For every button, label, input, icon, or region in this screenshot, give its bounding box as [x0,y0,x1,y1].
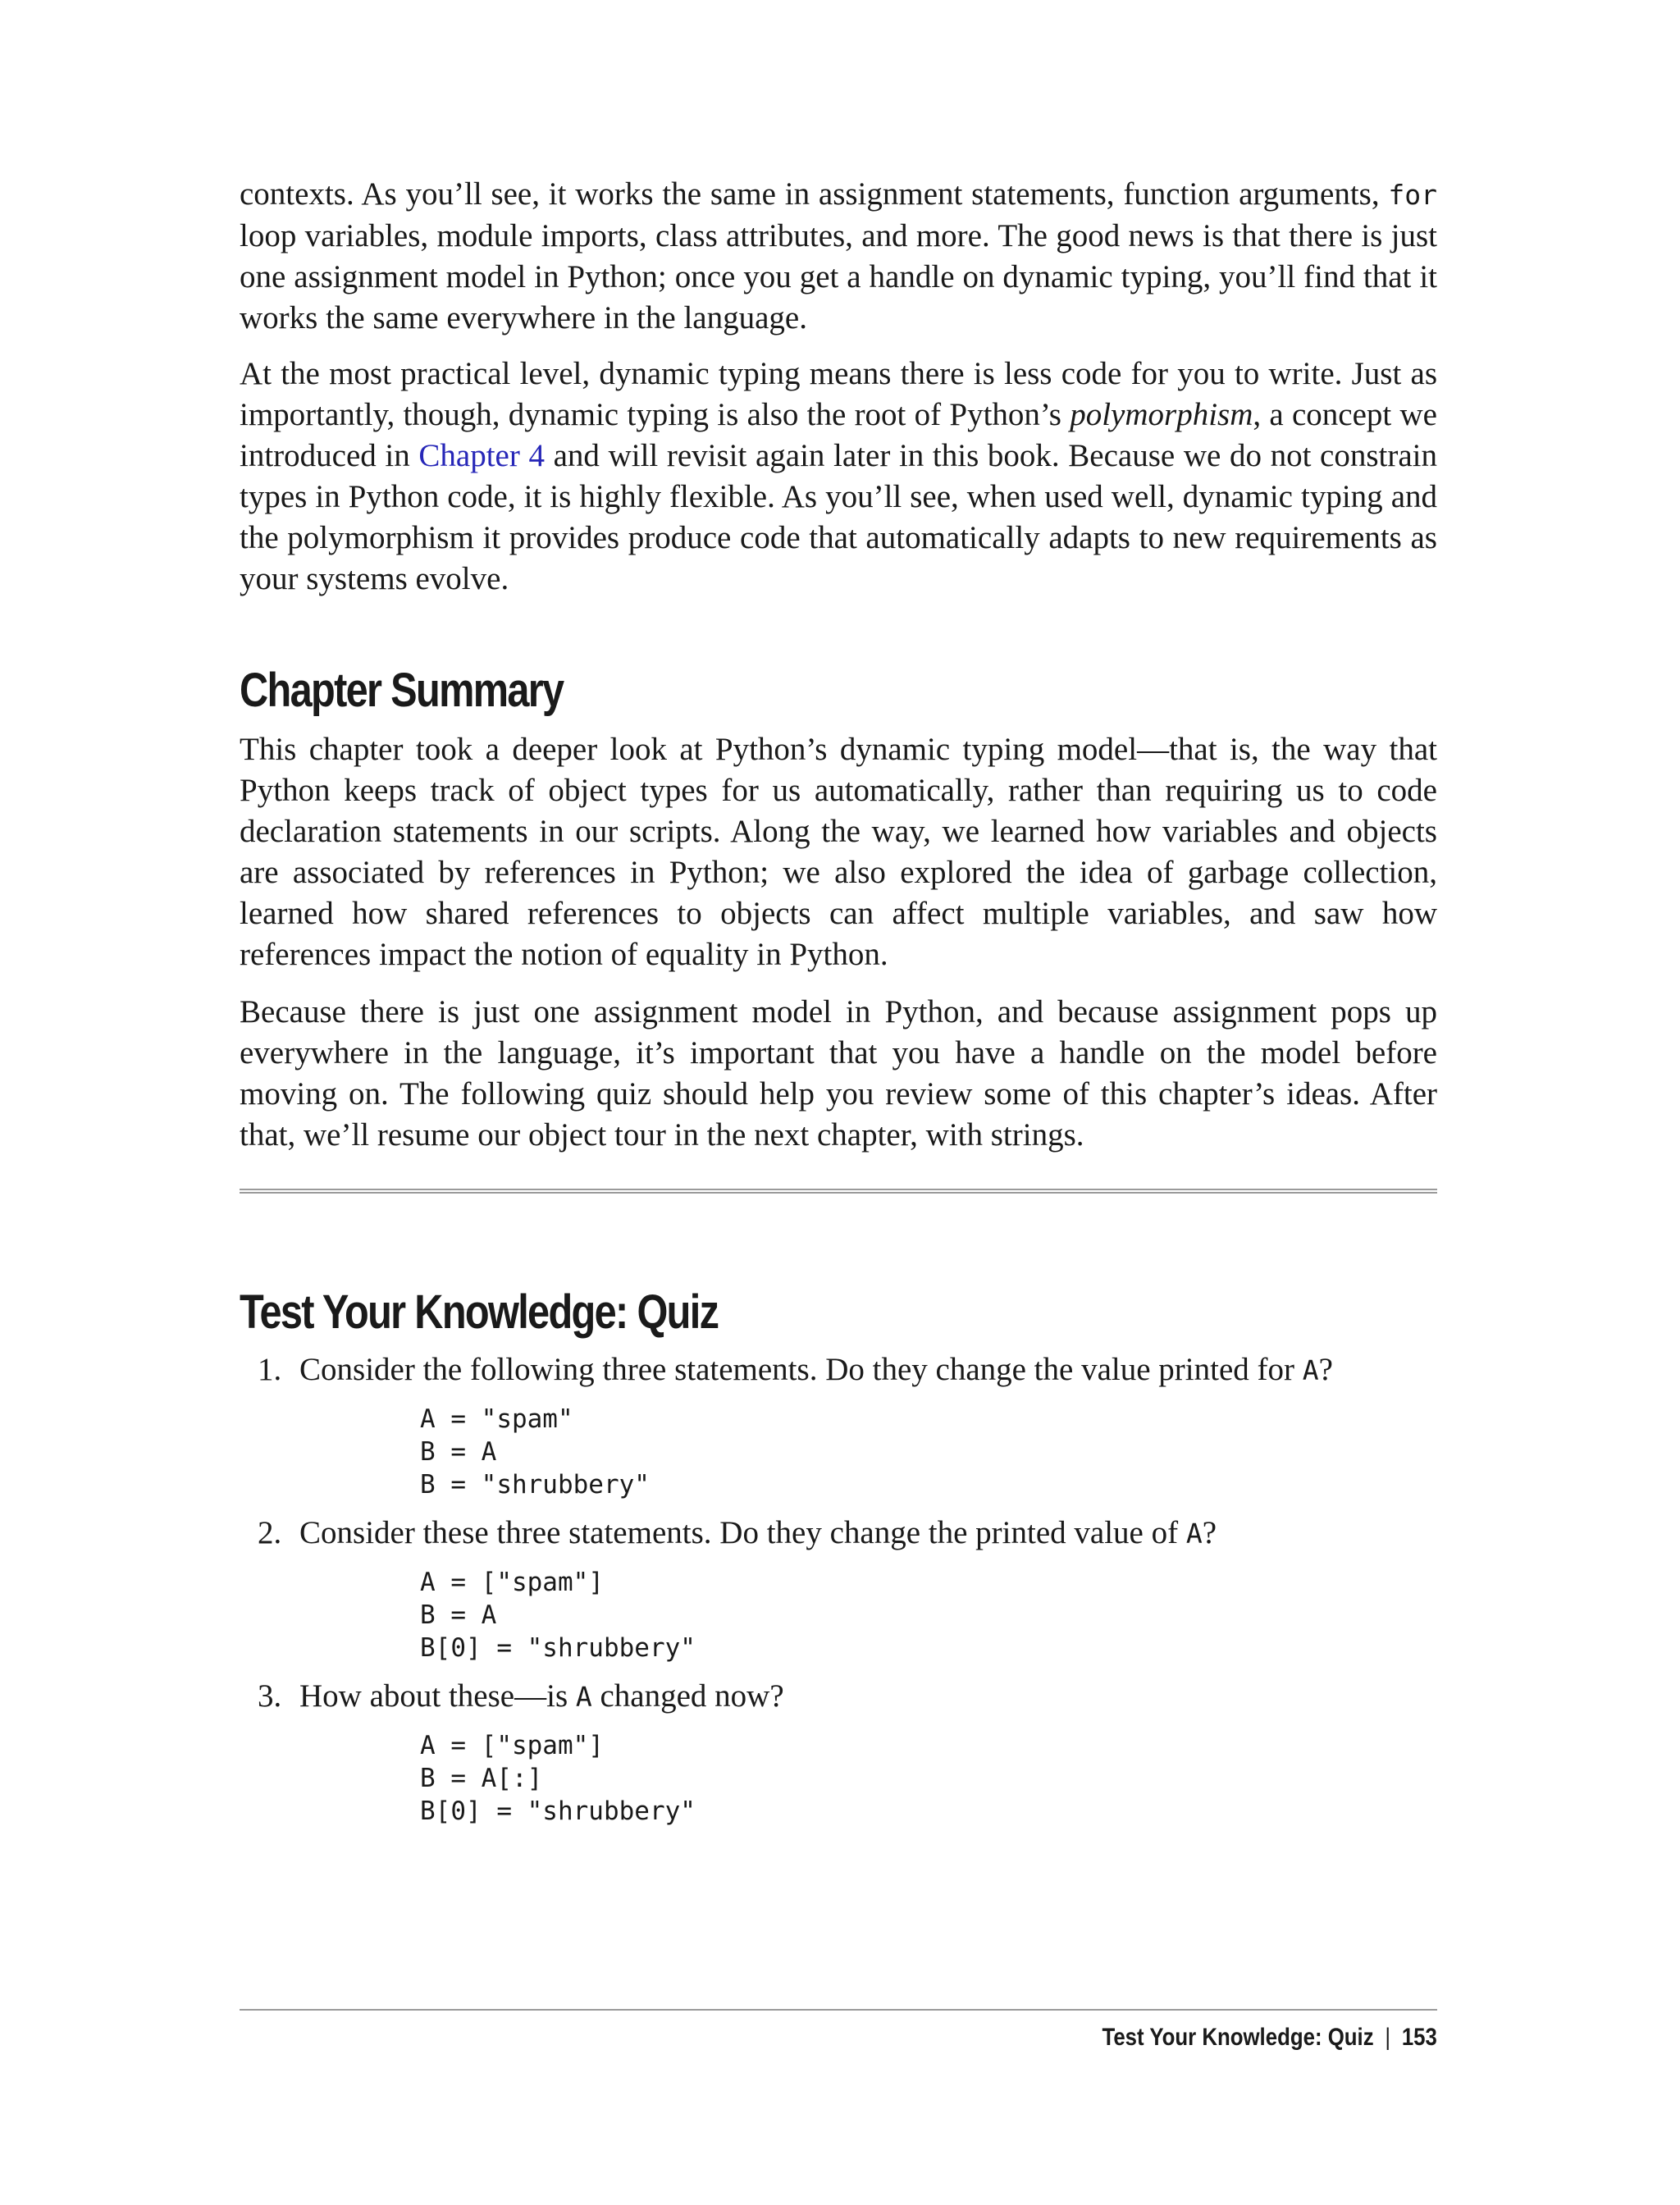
code-block: A = ["spam"] B = A B[0] = "shrubbery" [420,1568,696,1663]
code-block: A = ["spam"] B = A[:] B[0] = "shrubbery" [420,1731,696,1826]
quiz-item-question [299,1349,1437,1391]
inline-code-var: A [1302,1354,1319,1386]
quiz-item-question [299,1513,1437,1554]
code-block: A = "spam" B = A B = "shrubbery" [420,1404,650,1500]
question-text-a: Consider these three statements. Do they change the printed value of [299,1515,1179,1550]
question-text-b: ? [1202,1515,1217,1550]
chapter-summary-heading: Chapter Summary [240,664,564,717]
quiz-item-2 [240,1513,1437,1664]
summary-paragraph-1: This chapter took a deeper look at Python’s dynamic typing model—that is, the way that Python keeps track of object types for us automatically, rather than requiring us to code declaration statements in our scripts. Along the way, we learned how variables and objects are associated by references in Python; we also explored the idea of garbage collection, learned how shared references to objects can affect multiple variables, and saw how references impact the notion of equality in Python. [240,732,1437,972]
quiz-item-1 [240,1349,1437,1501]
intro-paragraph-1 [240,174,1437,339]
intro-paragraph-2 [240,354,1437,600]
summary-paragraph-2: Because there is just one assignment model in Python, and because assignment pops up everywhere in the language, it’s important that you have a handle on the model before moving on. The following quiz should help you review some of this chapter’s ideas. After that, we’ll resume our object tour in the next chapter, with strings. [240,994,1437,1153]
quiz-item-number: 2. [258,1515,282,1550]
section-divider [240,1189,1437,1194]
intro-p2-text-b: , a concept we introduced in [240,397,1437,473]
inline-code-for: for [1388,179,1437,211]
intro-p2-text-c: and will revisit again later in this book. Because we do not constrain types in Python code, it is highly flexible. As you’ll see, when used well, dynamic typing and the polymorphism it provides produce code that automatically adapts to new requirements as your systems evolve. [240,438,1438,596]
footer-running-title: Test Your Knowledge: Quiz [1102,2024,1374,2051]
question-text-a: How about these—is [299,1678,568,1714]
question-text-b: changed now? [600,1678,784,1714]
quiz-item-number: 1. [258,1352,282,1387]
quiz-list [240,1349,1437,1828]
inline-code-var: A [1185,1518,1203,1550]
footer-rule [240,2009,1437,2011]
page-footer [1102,2021,1437,2054]
quiz-item-number: 3. [258,1678,282,1714]
question-text-b: ? [1318,1352,1333,1387]
quiz-heading: Test Your Knowledge: Quiz [240,1285,719,1339]
quiz-item-3 [240,1676,1437,1828]
footer-separator: | [1385,2024,1391,2051]
quiz-item-question [299,1676,1437,1718]
inline-code-var: A [575,1681,592,1713]
polymorphism-term: polymorphism [1070,397,1253,432]
page-content [240,174,1437,1839]
chapter-4-link[interactable]: Chapter 4 [418,438,545,473]
intro-p1-text-b: loop variables, module imports, class attributes, and more. The good news is that there is just one assignment model in Python; once you get a handle on dynamic typing, you’ll find that it works the same everywhere in the language. [240,218,1437,336]
intro-p1-text-a: contexts. As you’ll see, it works the same in assignment statements, function arguments, [240,176,1380,212]
intro-p2-text-a: At the most practical level, dynamic typing means there is less code for you to write. Just as importantly, though, dynamic typing is also the root of Python’s [240,356,1437,432]
question-text-a: Consider the following three statements. Do they change the value printed for [299,1352,1294,1387]
page-number: 153 [1401,2024,1437,2051]
